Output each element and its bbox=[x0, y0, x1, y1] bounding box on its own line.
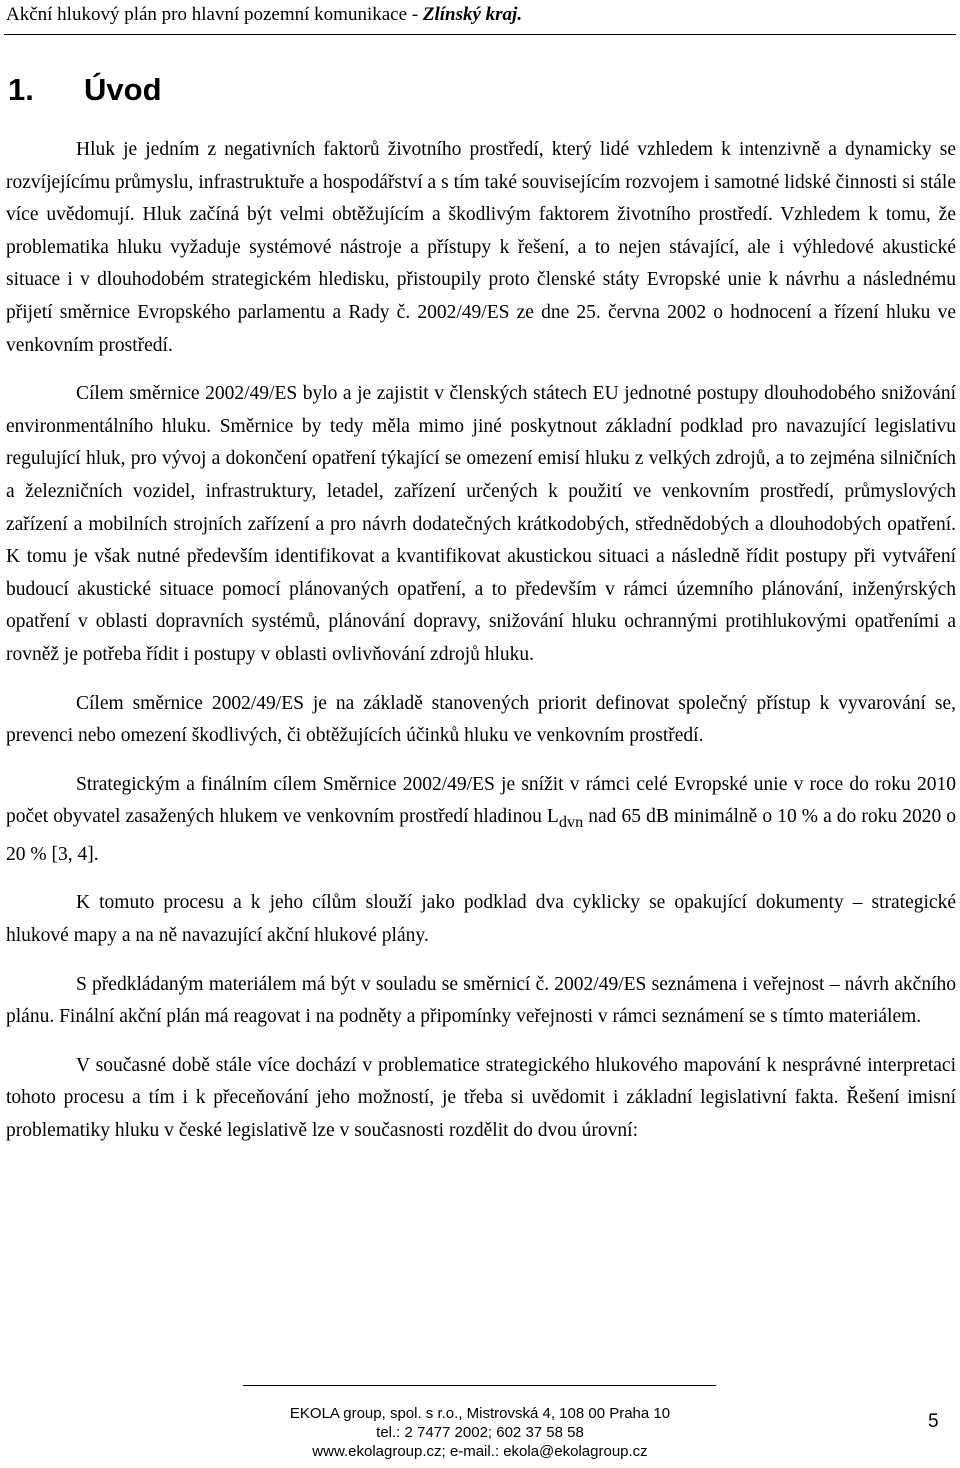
paragraph: V současné době stále více dochází v problematice strategického hlukového mapování k nesprávné interpretaci tohoto procesu a tím i k přeceňování jeho možností, je třeba si uvědomit i základní legislativní fakta. Řešení imisní problematiky hluku v české legislativě lze v současnosti rozdělit do dvou úrovní: bbox=[6, 1054, 956, 1141]
page-footer bbox=[200, 1404, 760, 1461]
header-divider bbox=[4, 34, 956, 35]
document-body bbox=[6, 134, 956, 1164]
footer-phone: tel.: 2 7477 2002; 602 37 58 58 bbox=[376, 1424, 584, 1441]
paragraph bbox=[6, 769, 956, 872]
paragraph: Cílem směrnice 2002/49/ES je na základě stanovených priorit definovat společný přístup k vyvarování se, prevenci nebo omezení škodlivých, či obtěžujících účinků hluku ve venkovním prostředí. bbox=[6, 692, 956, 747]
paragraph: S předkládaným materiálem má být v souladu se směrnicí č. 2002/49/ES seznámena i veřejnost – návrh akčního plánu. Finální akční plán má reagovat i na podněty a připomínky veřejnosti v rámci seznámení se s tímto materiálem. bbox=[6, 973, 956, 1028]
footer-web-email: www.ekolagroup.cz; e-mail.: ekola@ekolagroup.cz bbox=[312, 1443, 648, 1460]
paragraph: K tomuto procesu a k jeho cílům slouží jako podklad dva cyklicky se opakující dokumenty – strategické hlukové mapy a na ně navazující akční hlukové plány. bbox=[6, 892, 956, 946]
header-region: Zlínský kraj. bbox=[422, 4, 523, 25]
footer-company: EKOLA group, spol. s r.o., Mistrovská 4, 108 00 Praha 10 bbox=[289, 1405, 671, 1422]
section-heading bbox=[8, 70, 162, 110]
running-header bbox=[6, 2, 522, 28]
paragraph-text: Strategickým a finálním cílem Směrnice 2002/49/ES je snížit v rámci celé Evropské unie v roce do roku 2010 počet obyvatel zasažených hlukem ve venkovním prostředí hladinou L bbox=[6, 773, 956, 828]
section-title: Úvod bbox=[84, 72, 162, 107]
paragraph-text-tail: nad 65 dB minimálně o 10 % a do roku 2020 o 20 % [3, 4]. bbox=[6, 806, 957, 865]
footer-divider bbox=[243, 1385, 716, 1386]
header-title: Akční hlukový plán pro hlavní pozemní komunikace - bbox=[6, 4, 423, 25]
page-number: 5 bbox=[928, 1411, 939, 1432]
level-subscript: dvn bbox=[558, 813, 584, 832]
section-number: 1. bbox=[8, 72, 34, 107]
paragraph: Cílem směrnice 2002/49/ES bylo a je zajistit v členských státech EU jednotné postupy dlouhodobého snižování environmentálního hluku. Směrnice by tedy měla mimo jiné poskytnout základní podklad pro navazující legislativu regulující hluk, pro vývoj a dokončení opatření týkající se omezení emisí hluku z velkých zdrojů, a to zejména silničních a železničních vozidel, infrastruktury, letadel, zařízení určených k použití ve venkovním prostředí, průmyslových zařízení a mobilních strojních zařízení a pro návrh dodatečných krátkodobých, střednědobých a dlouhodobých opatření. K tomu je však nutné především identifikovat a kvantifikovat akustickou situaci a následně řídit postupy při vytváření budoucí akustické situace pomocí plánovaných opatření, a to především v rámci územního plánování, inženýrských opatření v oblasti dopravních systémů, plánování dopravy, snižování hluku ochrannými protihlukovými opatřeními a rovněž je potřeba řídit i postupy v oblasti ovlivňování zdrojů hluku. bbox=[6, 383, 956, 665]
paragraph: Hluk je jedním z negativních faktorů životního prostředí, který lidé vzhledem k intenzivně a dynamicky se rozvíjejícímu průmyslu, infrastruktuře a hospodářství a s tím také souvisejícím rozvojem i samotné lidské činnosti si stále více uvědomují. Hluk začíná být velmi obtěžujícím a škodlivým faktorem životního prostředí. Vzhledem k tomu, že problematika hluku vyžaduje systémové nástroje a přístupy k řešení, a to nejen stávající, ale i výhledové akustické situace i v dlouhodobém strategickém hledisku, přistoupily proto členské státy Evropské unie k návrhu a následnému přijetí směrnice Evropského parlamentu a Rady č. 2002/49/ES ze dne 25. června 2002 o hodnocení a řízení hluku ve venkovním prostředí. bbox=[6, 139, 956, 356]
